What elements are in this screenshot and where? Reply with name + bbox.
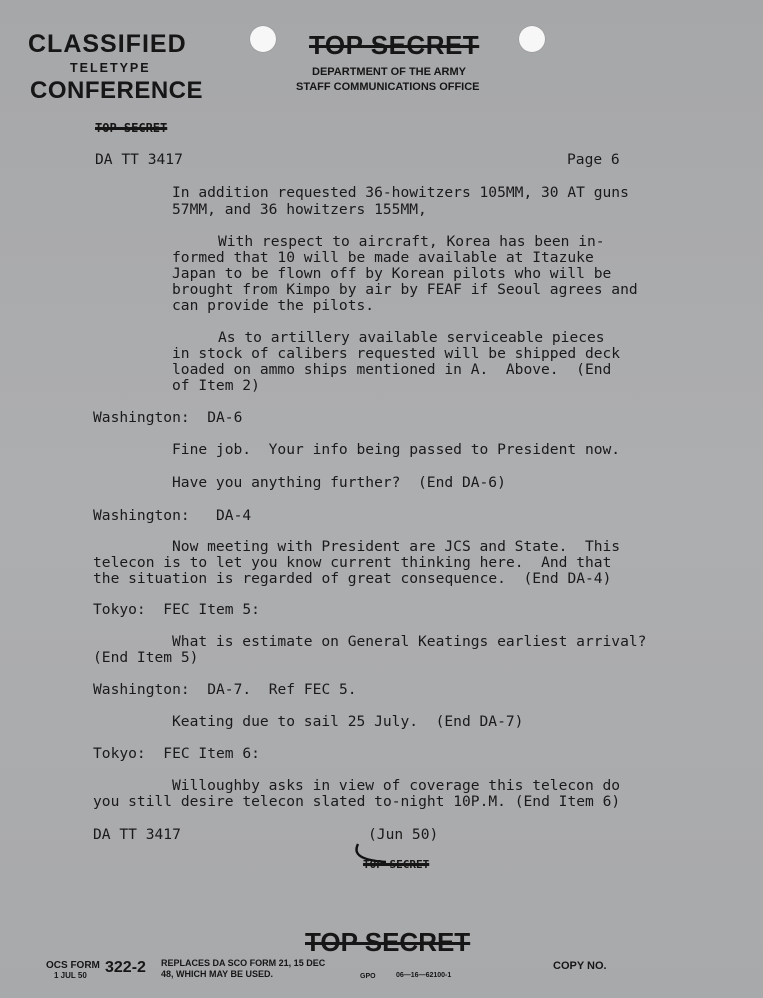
top-secret-bottom-small-stamp: TOP SECRET	[363, 858, 430, 871]
text-line: (End Item 5)	[93, 649, 199, 666]
text-line: Washington: DA-6	[93, 409, 243, 426]
text-line: Keating due to sail 25 July. (End DA-7)	[172, 713, 524, 730]
text-line: brought from Kimpo by air by FEAF if Seoul agrees and	[172, 281, 638, 298]
text-line: Tokyo: FEC Item 6:	[93, 745, 260, 762]
text-line: 57MM, and 36 howitzers 155MM,	[172, 201, 427, 218]
text-line: formed that 10 will be made available at Itazuke	[172, 249, 594, 266]
print-code: 06—16—62100-1	[396, 972, 452, 979]
text-line: Tokyo: FEC Item 5:	[93, 601, 260, 618]
form-date: 1 JUL 50	[54, 971, 87, 980]
top-secret-small-stamp: TOP SECRET	[95, 121, 168, 135]
doc-id-top: DA TT 3417	[95, 151, 183, 168]
replaces-line-1: REPLACES DA SCO FORM 21, 15 DEC	[161, 958, 326, 968]
doc-id-bottom: DA TT 3417	[93, 826, 181, 843]
form-number: 322-2	[105, 959, 146, 976]
conference-label: CONFERENCE	[30, 77, 204, 104]
text-line: What is estimate on General Keatings earliest arrival?	[172, 633, 647, 650]
text-line: in stock of calibers requested will be shipped deck	[172, 345, 621, 362]
form-label: OCS FORM	[46, 960, 100, 971]
punch-hole-left	[250, 26, 276, 52]
top-secret-footer: TOP SECRET	[305, 927, 471, 957]
department-label: DEPARTMENT OF THE ARMY	[312, 66, 466, 78]
top-secret-header: TOP SECRET	[309, 30, 480, 60]
text-line: Have you anything further? (End DA-6)	[172, 474, 506, 491]
classified-label: CLASSIFIED	[28, 30, 187, 58]
text-line: the situation is regarded of great consequence. (End DA-4)	[93, 570, 612, 587]
text-line: As to artillery available serviceable pieces	[218, 329, 605, 346]
punch-hole-right	[519, 26, 545, 52]
text-line: Fine job. Your info being passed to President now.	[172, 441, 621, 458]
text-line: Washington: DA-7. Ref FEC 5.	[93, 681, 357, 698]
office-label: STAFF COMMUNICATIONS OFFICE	[296, 81, 480, 93]
gpo-label: GPO	[360, 973, 376, 980]
text-line: telecon is to let you know current thinking here. And that	[93, 554, 612, 571]
page-number: Page 6	[567, 151, 620, 168]
teletype-label: TELETYPE	[70, 61, 151, 75]
text-line: In addition requested 36-howitzers 105MM, 30 AT guns	[172, 184, 629, 201]
copy-number-label: COPY NO.	[553, 960, 607, 972]
replaces-line-2: 48, WHICH MAY BE USED.	[161, 969, 274, 979]
text-line: can provide the pilots.	[172, 297, 375, 314]
text-line: Now meeting with President are JCS and State. This	[172, 538, 621, 555]
text-line: you still desire telecon slated to-night 10P.M. (End Item 6)	[93, 793, 621, 810]
text-line: loaded on ammo ships mentioned in A. Above. (End	[172, 361, 612, 378]
text-line: With respect to aircraft, Korea has been in-	[218, 233, 605, 250]
text-line: Washington: DA-4	[93, 507, 252, 524]
text-line: Willoughby asks in view of coverage this telecon do	[172, 777, 621, 794]
doc-date: (Jun 50)	[368, 826, 439, 843]
text-line: of Item 2)	[172, 377, 260, 394]
text-line: Japan to be flown off by Korean pilots who will be	[172, 265, 612, 282]
